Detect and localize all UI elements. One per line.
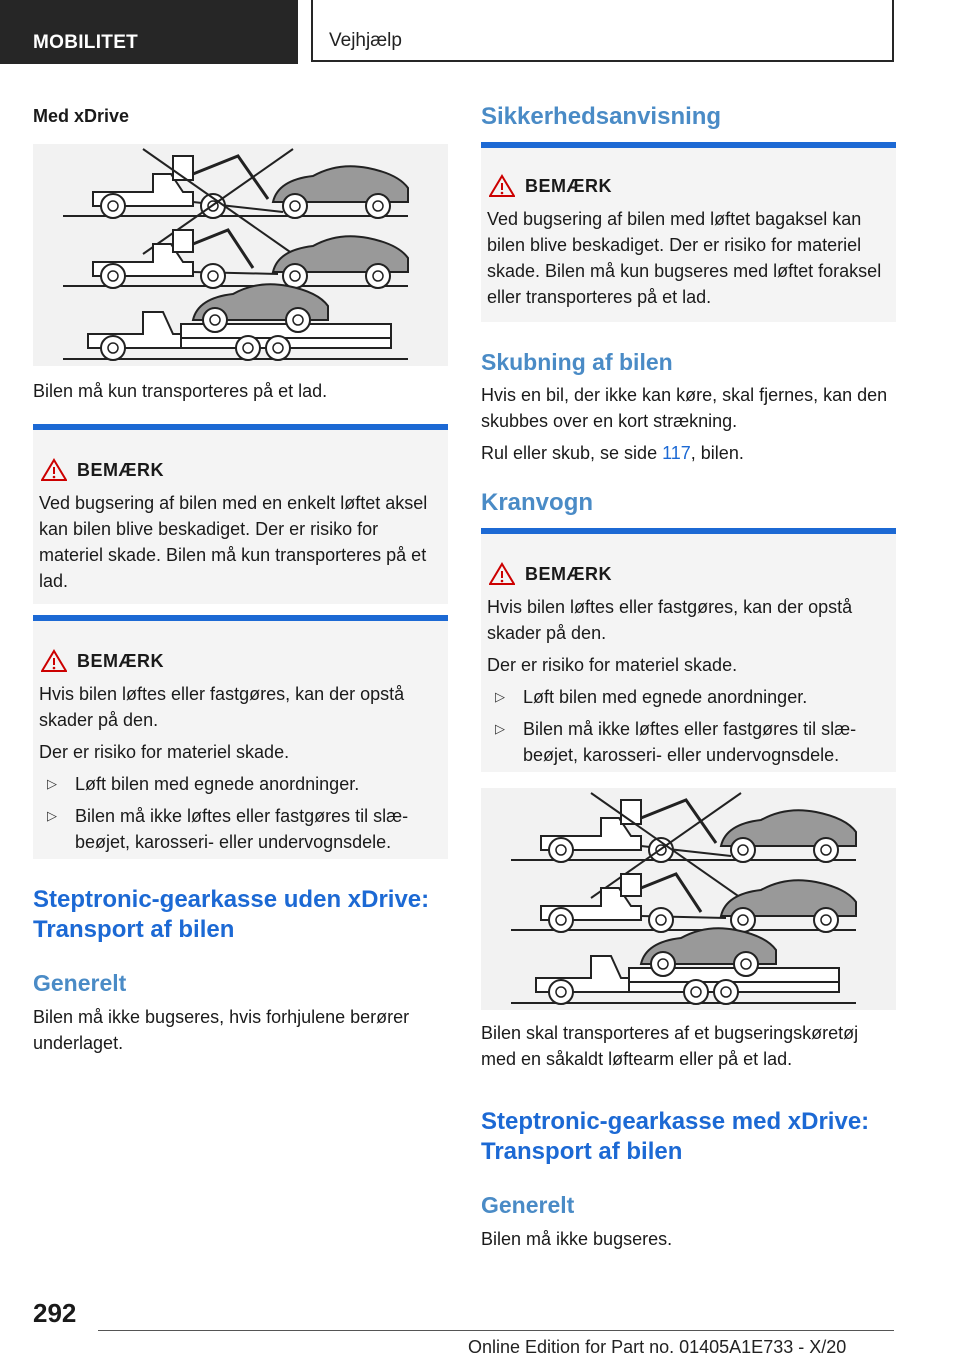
list-item-text: Løft bilen med egnede anordninger. bbox=[75, 774, 360, 794]
figure-caption: Bilen må kun transporteres på et lad. bbox=[33, 381, 328, 401]
triangle-bullet-icon: ▷ bbox=[495, 721, 505, 736]
section-heading: Steptronic-gearkasse med xDrive: Transport af bilen bbox=[481, 1108, 870, 1165]
notice-box bbox=[33, 424, 448, 604]
body-text: Bilen må ikke bugseres. bbox=[481, 1229, 673, 1249]
footer-edition: Online Edition for Part no. 01405A1E733 - X/20 bbox=[468, 1337, 847, 1357]
notice-paragraph: Der er risiko for materiel skade. bbox=[39, 742, 290, 762]
ref-prefix: Rul eller skub, se side bbox=[481, 443, 663, 463]
section-heading: Sikkerhedsanvisning bbox=[481, 103, 722, 130]
warning-icon bbox=[489, 562, 515, 586]
warning-icon bbox=[489, 174, 515, 198]
list-item bbox=[39, 803, 439, 855]
subsection-heading: Generelt bbox=[33, 970, 127, 996]
notice-box bbox=[33, 615, 448, 859]
page-link[interactable]: 117 bbox=[662, 443, 691, 463]
list-item bbox=[39, 771, 439, 797]
figure-caption: Bilen skal transporteres af et bugseringskøretøj med en såkaldt løftearm eller på et lad. bbox=[481, 1023, 859, 1069]
notice-text: Ved bugsering af bilen med løftet bagaksel kan bilen blive beskadiget. Der er risiko for materiel skade. Bilen må kun bugseres med løftet foraksel eller transporteres på et lad. bbox=[487, 209, 882, 307]
notice-text bbox=[487, 594, 887, 768]
section-label: MOBILITET bbox=[33, 32, 139, 53]
notice-text bbox=[39, 681, 439, 855]
notice-paragraph: Hvis bilen løftes eller fastgøres, kan der opstå skader på den. bbox=[487, 597, 853, 643]
list-item-text: Løft bilen med egnede anordninger. bbox=[523, 687, 808, 707]
body-text: Bilen må ikke bugseres, hvis forhjulene berører underlaget. bbox=[33, 1007, 410, 1053]
section-heading: Kranvogn bbox=[481, 489, 594, 516]
section-tab bbox=[0, 0, 298, 64]
cross-reference bbox=[481, 440, 891, 466]
chapter-tab bbox=[311, 0, 894, 62]
list-item bbox=[487, 716, 887, 768]
notice-text: Ved bugsering af bilen med en enkelt løftet aksel kan bilen blive beskadiget. Der er risiko for materiel skade. Bilen må kun transporteres på et lad. bbox=[39, 493, 428, 591]
tow-illustration bbox=[33, 144, 448, 366]
notice-paragraph: Der er risiko for materiel skade. bbox=[487, 655, 738, 675]
notice-box bbox=[481, 528, 896, 772]
notice-box bbox=[481, 142, 896, 322]
notice-title: BEMÆRK bbox=[77, 651, 164, 671]
subsection-heading: Skubning af bilen bbox=[481, 349, 673, 375]
tow-illustration-svg bbox=[481, 788, 896, 1010]
chapter-label: Vejhjælp bbox=[329, 30, 402, 51]
tow-illustration-svg bbox=[33, 144, 448, 366]
warning-icon bbox=[41, 649, 67, 673]
notice-paragraph: Hvis bilen løftes eller fastgøres, kan der opstå skader på den. bbox=[39, 684, 405, 730]
notice-title: BEMÆRK bbox=[77, 460, 164, 480]
page-number: 292 bbox=[33, 1298, 77, 1328]
body-text: Hvis en bil, der ikke kan køre, skal fjernes, kan den skubbes over en kort strækning. bbox=[481, 385, 888, 431]
warning-icon bbox=[41, 458, 67, 482]
list-item-text: Bilen må ikke løftes eller fastgøres til slæbeøjet, karosseri- eller undervognsdele. bbox=[523, 719, 857, 765]
list-item bbox=[487, 684, 887, 710]
triangle-bullet-icon: ▷ bbox=[47, 808, 57, 823]
triangle-bullet-icon: ▷ bbox=[47, 776, 57, 791]
section-heading: Steptronic-gearkasse uden xDrive: Transport af bilen bbox=[33, 886, 430, 943]
notice-title: BEMÆRK bbox=[525, 176, 612, 196]
tow-illustration bbox=[481, 788, 896, 1010]
notice-title: BEMÆRK bbox=[525, 564, 612, 584]
triangle-bullet-icon: ▷ bbox=[495, 689, 505, 704]
subsection-heading: Generelt bbox=[481, 1192, 575, 1218]
ref-suffix: , bilen. bbox=[690, 443, 744, 463]
list-item-text: Bilen må ikke løftes eller fastgøres til slæbeøjet, karosseri- eller undervognsdele. bbox=[75, 806, 409, 852]
footer-divider bbox=[98, 1330, 894, 1331]
subheading-xdrive: Med xDrive bbox=[33, 106, 130, 126]
